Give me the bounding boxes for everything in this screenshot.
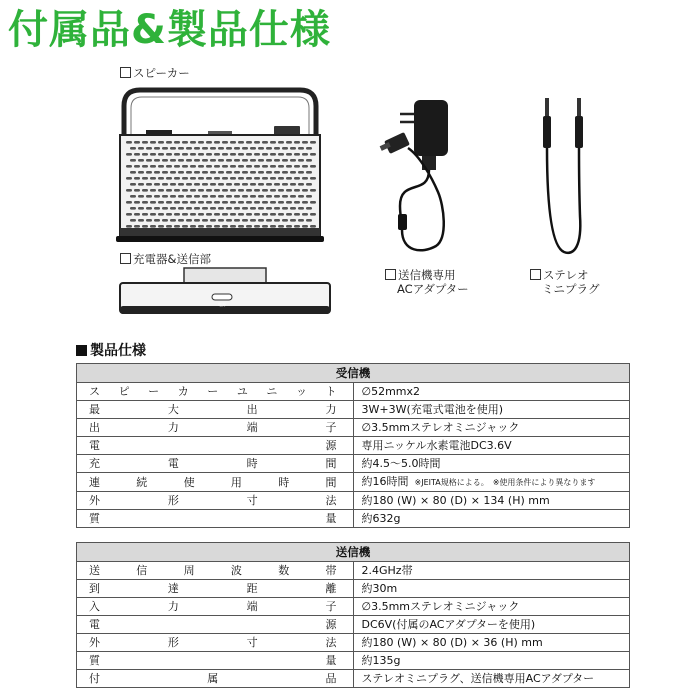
table-row [77, 383, 630, 401]
spec-value-text: 専用ニッケル水素電池DC3.6V [361, 439, 512, 452]
spec-value-text: 約30m [361, 582, 398, 595]
spec-label [77, 634, 354, 652]
spec-label [77, 401, 354, 419]
spec-value-text: 約180 (W) × 80 (D) × 134 (H) mm [361, 494, 550, 507]
adapter-caption-line2: ACアダプター [397, 282, 469, 296]
spec-label-text: 出 力 端 子 [89, 421, 337, 434]
spec-heading-text: 製品仕様 [90, 343, 146, 359]
heading-square-marker [76, 345, 87, 356]
spec-value-text: ∅3.5mmステレオミニジャック [361, 421, 520, 434]
spec-value [353, 562, 630, 580]
spec-value-text: ステレオミニプラグ、送信機専用ACアダプター [361, 672, 595, 685]
spec-value [353, 383, 630, 401]
checkbox-marker [530, 269, 541, 280]
spec-label-text: 質 量 [89, 654, 337, 667]
checkbox-marker [385, 269, 396, 280]
table-row [77, 598, 630, 616]
spec-label [77, 455, 354, 473]
ac-adapter-illustration [378, 96, 478, 266]
charger-caption [120, 252, 211, 266]
spec-value [353, 580, 630, 598]
transmitter-spec-table [76, 542, 630, 688]
spec-note: ※JEITA規格による。 ※使用条件により異なります [414, 478, 596, 487]
spec-label [77, 473, 354, 492]
table-row [77, 634, 630, 652]
spec-value-text: DC6V(付属のACアダプターを使用) [361, 618, 536, 631]
page-title: 付属品&製品仕様 [8, 7, 331, 53]
spec-label-text: 電 源 [89, 618, 337, 631]
plug-caption-line2: ミニプラグ [542, 282, 600, 296]
adapter-caption-line1: 送信機専用 [398, 268, 456, 282]
table-row [77, 670, 630, 688]
spec-value [353, 634, 630, 652]
spec-label-text: 充 電 時 間 [89, 457, 337, 470]
spec-value [353, 455, 630, 473]
table-row [77, 473, 630, 492]
speaker-caption [120, 66, 190, 80]
charger-illustration [118, 268, 338, 318]
spec-value-text: ∅52mmx2 [361, 385, 421, 398]
plug-caption-line1: ステレオ [543, 268, 589, 282]
spec-label-text: 質 量 [89, 512, 337, 525]
table-row [77, 652, 630, 670]
spec-label-text: 連 続 使 用 時 間 [89, 475, 337, 489]
spec-label-text: 入 力 端 子 [89, 600, 337, 613]
spec-label [77, 510, 354, 528]
adapter-caption [385, 268, 469, 296]
checkbox-marker [120, 253, 131, 264]
spec-value [353, 437, 630, 455]
table-row [77, 562, 630, 580]
spec-value [353, 598, 630, 616]
spec-value-text: 2.4GHz帯 [361, 564, 413, 577]
table-row [77, 510, 630, 528]
spec-value-text: 約632g [361, 512, 401, 525]
spec-label [77, 492, 354, 510]
spec-label [77, 419, 354, 437]
spec-value-text: 約4.5〜5.0時間 [361, 457, 441, 470]
table-row [77, 616, 630, 634]
table-row [77, 437, 630, 455]
table-row [77, 580, 630, 598]
spec-label [77, 580, 354, 598]
speaker-illustration [112, 84, 332, 244]
receiver-table-header: 受信機 [77, 364, 630, 383]
spec-value-text: ∅3.5mmステレオミニジャック [361, 600, 520, 613]
spec-heading [76, 340, 146, 360]
plug-caption [530, 268, 600, 296]
transmitter-table-header: 送信機 [77, 543, 630, 562]
spec-label-text: ス ピ ー カ ー ユ ニ ッ ト [89, 385, 337, 398]
spec-label [77, 383, 354, 401]
spec-value-text: 約135g [361, 654, 401, 667]
spec-value [353, 652, 630, 670]
spec-label [77, 562, 354, 580]
table-row [77, 455, 630, 473]
spec-label-text: 付 属 品 [89, 672, 337, 685]
checkbox-marker [120, 67, 131, 78]
spec-label [77, 437, 354, 455]
spec-label-text: 外 形 寸 法 [89, 494, 337, 507]
spec-label [77, 670, 354, 688]
speaker-caption-text: スピーカー [133, 66, 190, 80]
power-button-label: 電源 [218, 302, 226, 307]
receiver-spec-table [76, 363, 630, 528]
spec-value [353, 401, 630, 419]
spec-label-text: 外 形 寸 法 [89, 636, 337, 649]
spec-label [77, 598, 354, 616]
spec-label-text: 電 源 [89, 439, 337, 452]
spec-label-text: 到 達 距 離 [89, 582, 337, 595]
spec-value-text: 約180 (W) × 80 (D) × 36 (H) mm [361, 636, 543, 649]
spec-value [353, 510, 630, 528]
table-row [77, 401, 630, 419]
stereo-plug-illustration [530, 96, 610, 266]
spec-label [77, 616, 354, 634]
spec-value [353, 616, 630, 634]
charger-caption-text: 充電器&送信部 [133, 252, 211, 266]
table-row [77, 492, 630, 510]
spec-value-text: 約16時間 [361, 475, 409, 488]
table-row [77, 419, 630, 437]
spec-value-text: 3W+3W(充電式電池を使用) [361, 403, 504, 416]
spec-value [353, 473, 630, 492]
spec-value [353, 419, 630, 437]
spec-label-text: 送 信 周 波 数 帯 [89, 564, 337, 577]
spec-value [353, 492, 630, 510]
spec-value [353, 670, 630, 688]
spec-label [77, 652, 354, 670]
spec-label-text: 最 大 出 力 [89, 403, 337, 416]
